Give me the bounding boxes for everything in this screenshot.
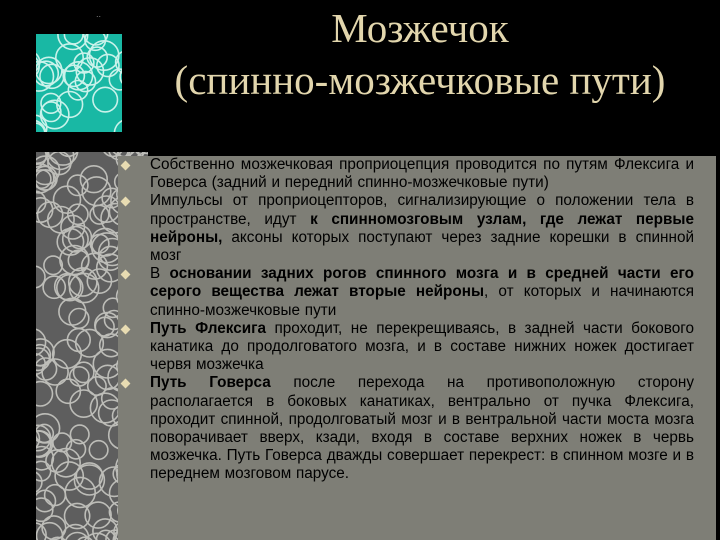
bullet-text: проходит, не перекрещиваясь, в задней части бокового канатика до продолговатого мозга, и в составе нижних ножек достигает червя мозжечка	[150, 319, 694, 374]
bullet-item	[118, 192, 716, 265]
bullet-text: аксоны которых поступают через задние корешки в спинной мозг	[150, 228, 694, 265]
diamond-bullet-icon	[121, 197, 131, 207]
corner-mark: ..	[96, 10, 102, 19]
bullet-text-bold: Путь Флексига	[150, 319, 267, 337]
bullet-text: после перехода на противоположную сторону располагается в боковых канатиках, вентрально от пучка Флексига, проходит спинной, продолговатый мозг и в вентральной части моста мозга поворачивает вверх, кзади, входя в составе верхних ножек в червь мозжечка. Путь Говерса дважды совершает перекрест: в спинном мозге и в переднем мозговом парусе.	[150, 374, 694, 483]
circle-pattern-graphic	[36, 34, 122, 132]
bullet-text-bold: к спинномозговым узлам, где лежат первые нейроны,	[150, 210, 694, 246]
bullet-list	[118, 156, 716, 484]
diamond-bullet-icon	[121, 161, 131, 171]
title-line-1: Мозжечок	[331, 5, 509, 51]
bullet-text: В	[150, 265, 170, 283]
content-panel	[118, 156, 716, 540]
title-line-2: (спинно-мозжечковые пути)	[174, 57, 666, 103]
bullet-text: , от которых и начинаются спинно-мозжечковые пути	[150, 283, 694, 319]
bullet-text-bold: Путь Говерса	[150, 374, 271, 392]
diamond-bullet-icon	[121, 270, 131, 280]
bullet-item	[118, 156, 716, 192]
diamond-bullet-icon	[121, 379, 131, 389]
decorative-teal-circles-tile	[36, 34, 122, 132]
bullet-item	[118, 320, 716, 375]
bullet-text-bold: основании задних рогов спинного мозга и в средней части его серого вещества лежат вторые нейроны	[150, 265, 694, 301]
diamond-bullet-icon	[121, 325, 131, 335]
slide-title	[130, 2, 710, 122]
bullet-item	[118, 265, 716, 320]
bullet-item	[118, 374, 716, 483]
bullet-text: Собственно мозжечковая проприоцепция проводится по путям Флексига и Говерса (задний и передний спинно-мозжечковые пути)	[150, 156, 694, 192]
bullet-text: Импульсы от проприоцепторов, сигнализирующие о положении тела в пространстве, идут	[150, 192, 694, 228]
